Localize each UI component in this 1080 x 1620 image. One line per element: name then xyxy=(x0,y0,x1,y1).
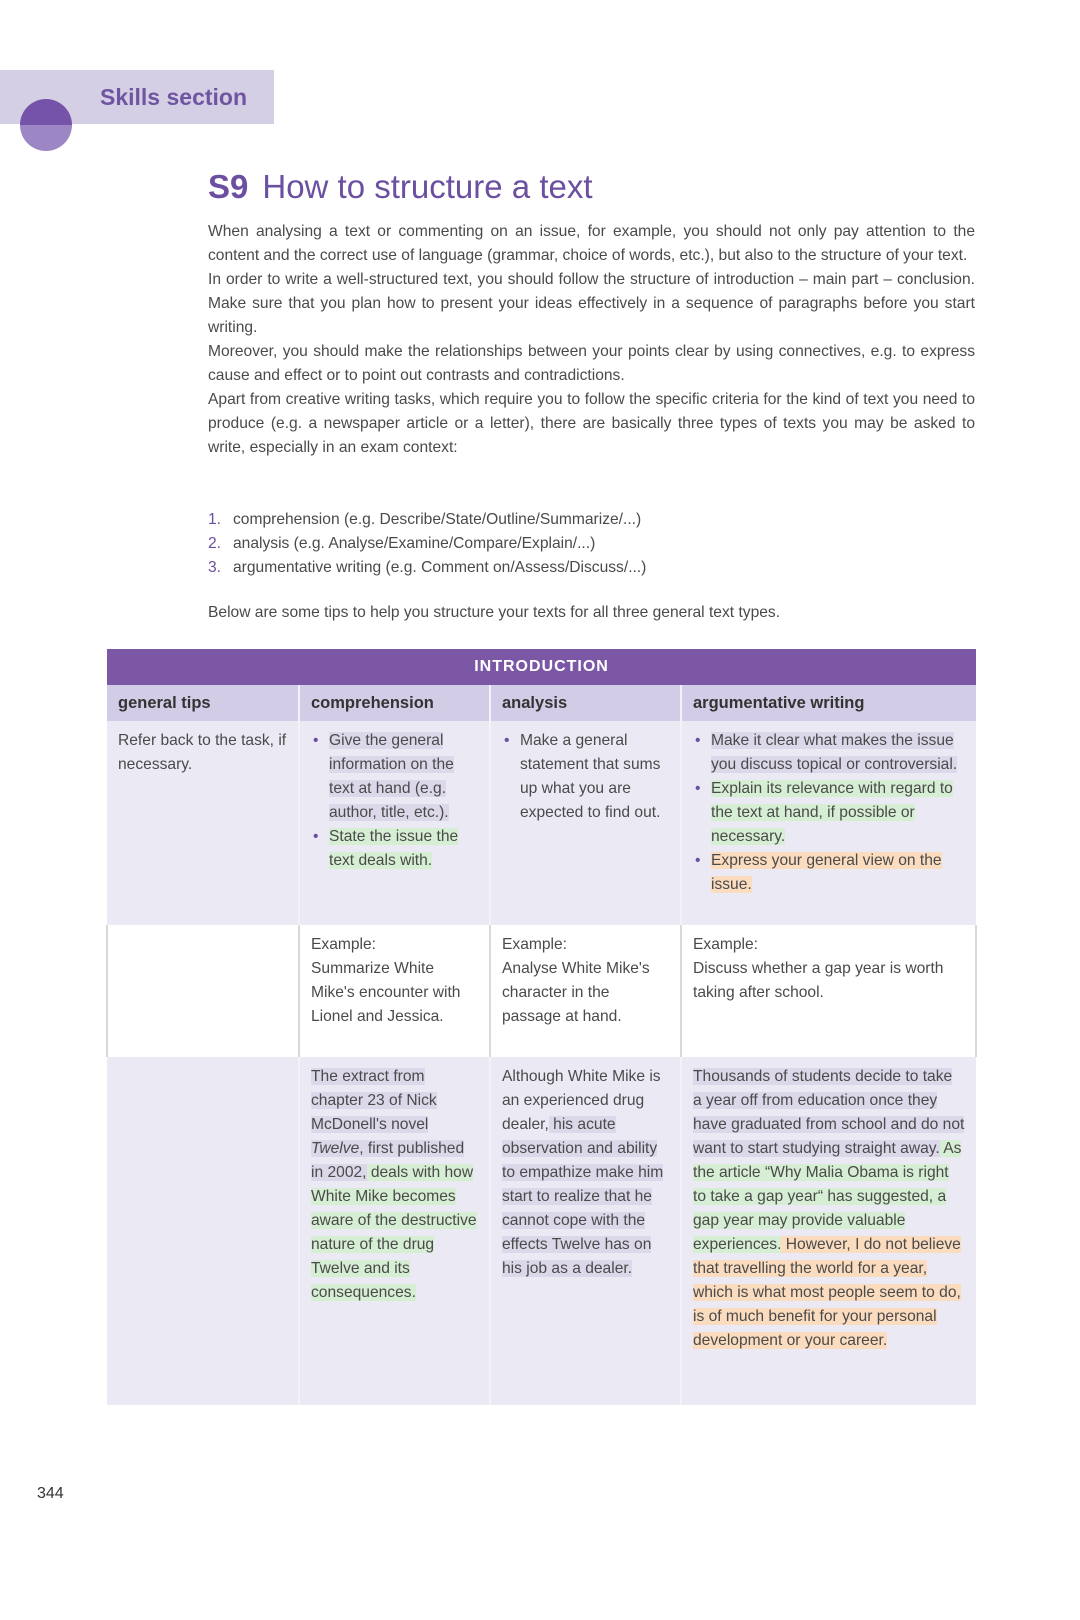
comprehension-tips xyxy=(299,721,490,925)
sample-text: However, I do not believe that travelling the world for a year, which is what most people seem to do, is of much benefit for your personal development or your career. xyxy=(693,1236,961,1349)
example-cell xyxy=(490,925,681,1057)
introduction-table xyxy=(106,649,977,1405)
title-text: How to structure a text xyxy=(262,168,593,205)
list-item xyxy=(208,556,646,580)
table-row xyxy=(107,721,976,925)
analysis-tips xyxy=(490,721,681,925)
tip-text: Make a general statement that sums up what you are expected to find out. xyxy=(520,732,661,821)
table-title: INTRODUCTION xyxy=(107,649,976,685)
sample-text: Although White Mike is an experienced drug dealer, xyxy=(502,1068,661,1133)
tip-text: State the issue the text deals with. xyxy=(329,828,459,869)
tip-item xyxy=(311,729,478,825)
tip-item xyxy=(693,729,965,777)
sample-text: his acute observation and ability to empathize make him start to realize that he cannot cope with the effects Twelve has on his job as a dealer. xyxy=(502,1116,664,1277)
sample-text: , first published in 2002, xyxy=(311,1140,465,1181)
example-cell xyxy=(299,925,490,1057)
text-types-list xyxy=(208,508,646,580)
list-number: 1. xyxy=(208,511,222,528)
example-label: Example: xyxy=(502,936,568,953)
page-number: 344 xyxy=(37,1485,64,1502)
argumentative-tips xyxy=(681,721,976,925)
intro-text xyxy=(208,220,975,460)
table-row xyxy=(107,1057,976,1405)
section-dot-icon xyxy=(20,99,72,151)
sample-text: deals with how White Mike becomes aware of the destructive nature of the drug Twelve and its consequences. xyxy=(311,1164,477,1301)
column-header: comprehension xyxy=(299,685,490,721)
section-label: Skills section xyxy=(100,84,248,110)
tip-text: Explain its relevance with regard to the text at hand, if possible or necessary. xyxy=(711,780,953,845)
sample-text: Twelve xyxy=(311,1140,360,1157)
list-item xyxy=(208,532,646,556)
sample-cell xyxy=(299,1057,490,1405)
list-item xyxy=(208,508,646,532)
example-label: Example: xyxy=(311,936,377,953)
example-label: Example: xyxy=(693,936,759,953)
tip-item xyxy=(693,777,965,849)
page-title xyxy=(208,168,593,206)
sample-text: As the article “Why Malia Obama is right to take a gap year“ has suggested, a gap year may provide valuable experiences. xyxy=(693,1140,962,1253)
example-text: Analyse White Mike's character in the passage at hand. xyxy=(502,960,650,1025)
tip-item xyxy=(311,825,478,873)
tip-item xyxy=(502,729,669,825)
general-tip: Refer back to the task, if necessary. xyxy=(107,721,299,925)
intro-paragraph: When analysing a text or commenting on an issue, for example, you should not only pay attention to the content and the correct use of language (grammar, choice of words, etc.), but also to the structure of your text. xyxy=(208,223,975,264)
tip-text: Give the general information on the text at hand (e.g. author, title, etc.). xyxy=(329,732,454,821)
column-header: argumentative writing xyxy=(681,685,976,721)
empty-cell xyxy=(107,925,299,1057)
list-text: analysis (e.g. Analyse/Examine/Compare/Explain/...) xyxy=(233,535,596,552)
list-text: comprehension (e.g. Describe/State/Outline/Summarize/...) xyxy=(233,511,642,528)
example-text: Discuss whether a gap year is worth taking after school. xyxy=(693,960,944,1001)
tip-item xyxy=(693,849,965,897)
example-cell xyxy=(681,925,976,1057)
list-text: argumentative writing (e.g. Comment on/Assess/Discuss/...) xyxy=(233,559,647,576)
intro-paragraph: Moreover, you should make the relationships between your points clear by using connectives, e.g. to express cause and effect or to point out contrasts and contradictions. xyxy=(208,343,975,384)
tip-text: Express your general view on the issue. xyxy=(711,852,942,893)
section-number: S9 xyxy=(208,168,249,205)
empty-cell xyxy=(107,1057,299,1405)
sample-text: Thousands of students decide to take a year off from education once they have graduated from school and do not want to start studying straight away. xyxy=(693,1068,965,1157)
column-header: general tips xyxy=(107,685,299,721)
column-header: analysis xyxy=(490,685,681,721)
intro-paragraph: In order to write a well-structured text, you should follow the structure of introduction – main part – conclusion. Make sure that you plan how to present your ideas effectively in a sequence of paragraphs before you start writing. xyxy=(208,271,975,336)
tip-text: Make it clear what makes the issue you discuss topical or controversial. xyxy=(711,732,958,773)
tips-intro: Below are some tips to help you structure your texts for all three general text types. xyxy=(208,604,781,621)
sample-text: The extract from chapter 23 of Nick McDonell's novel xyxy=(311,1068,437,1133)
list-number: 2. xyxy=(208,535,222,552)
sample-cell xyxy=(681,1057,976,1405)
intro-paragraph: Apart from creative writing tasks, which require you to follow the specific criteria for the kind of text you need to produce (e.g. a newspaper article or a letter), there are basically three types of texts you may be asked to write, especially in an exam context: xyxy=(208,391,975,456)
example-text: Summarize White Mike's encounter with Lionel and Jessica. xyxy=(311,960,461,1025)
table-row xyxy=(107,925,976,1057)
list-number: 3. xyxy=(208,559,222,576)
sample-cell xyxy=(490,1057,681,1405)
